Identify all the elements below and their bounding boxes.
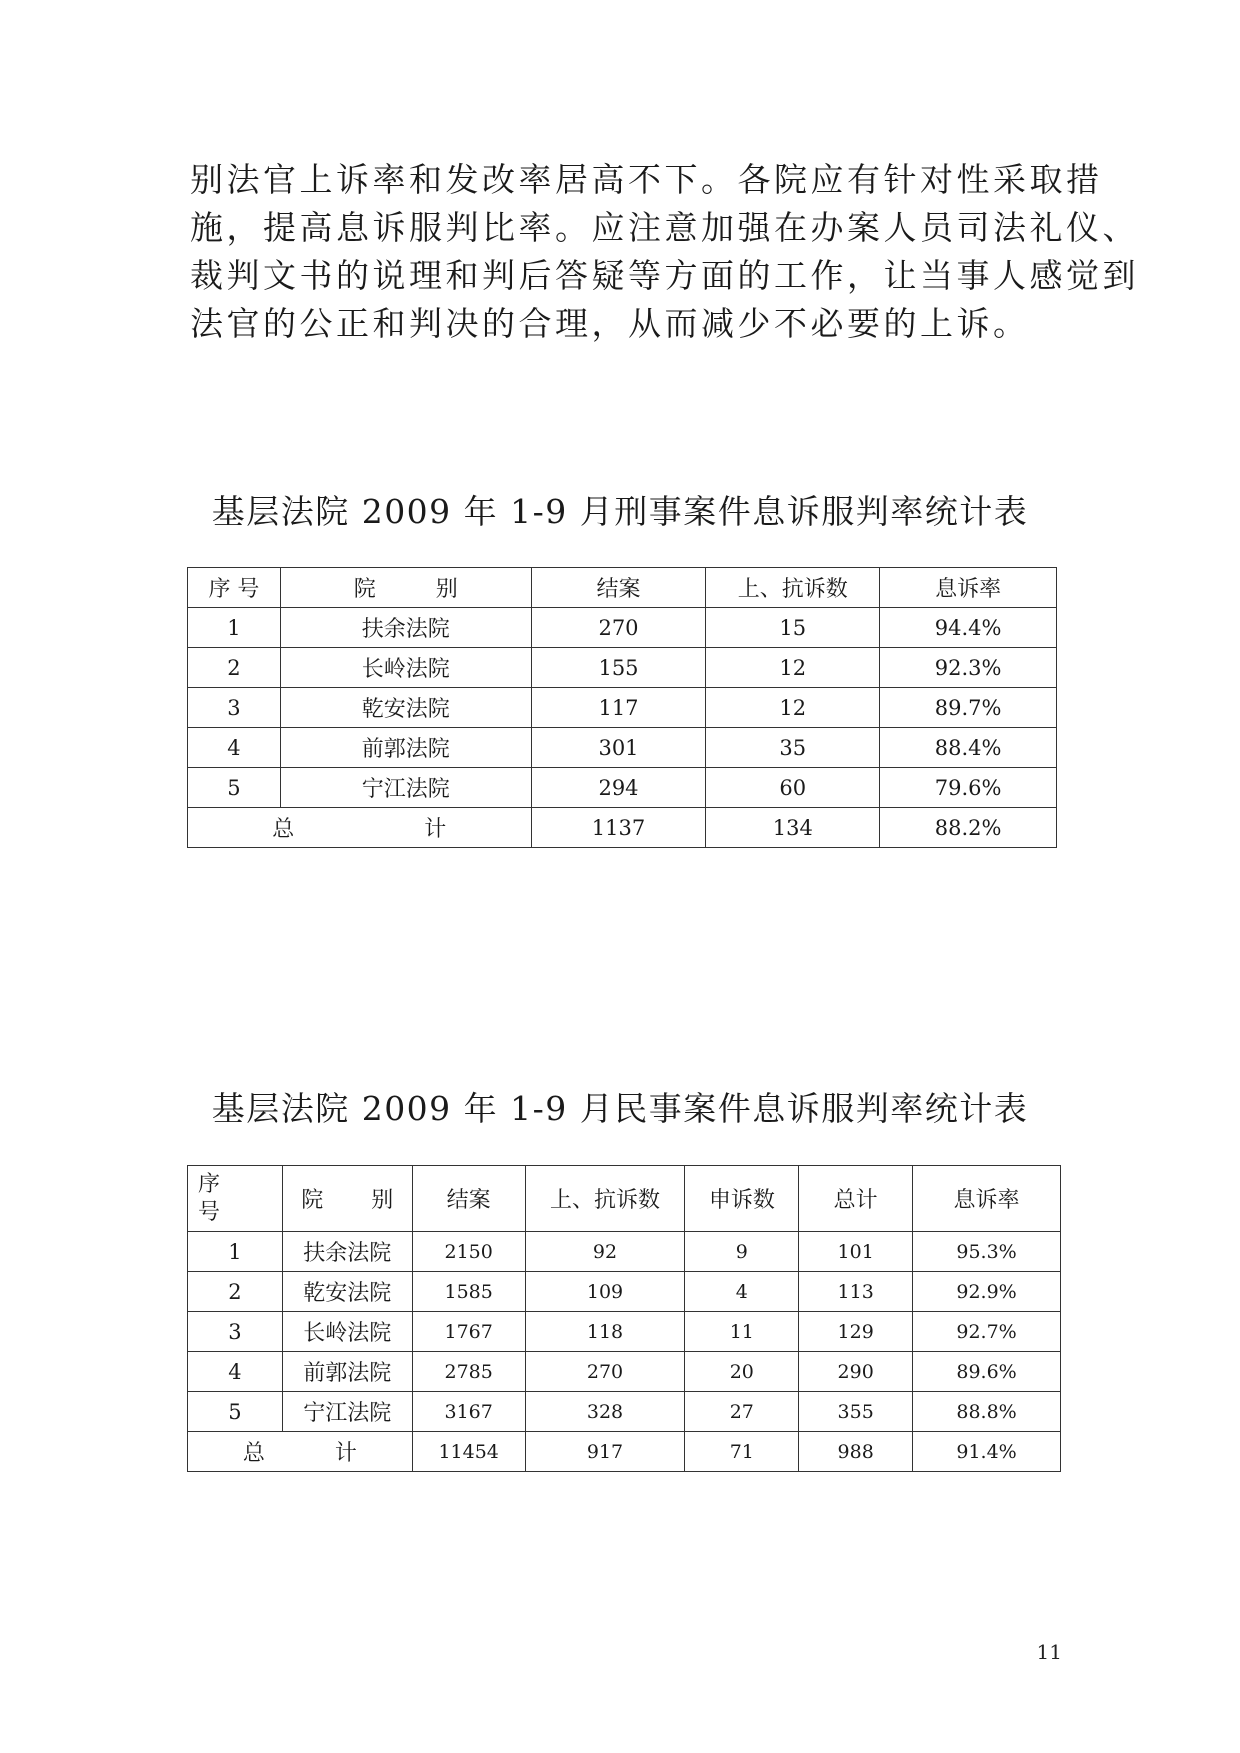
total-petitions: 71 [685,1432,799,1472]
cell-petitions: 20 [685,1352,799,1392]
cell-seq: 3 [188,1312,283,1352]
civil-table-title: 基层法院 2009 年 1-9 月民事案件息诉服判率统计表 [211,1089,1029,1128]
cell-appeals: 328 [525,1392,685,1432]
cell-closed: 294 [531,768,706,808]
cell-court: 宁江法院 [280,768,531,808]
total-label-part: 总 [272,817,295,842]
table-header-row [188,568,1057,608]
cell-appeals: 12 [706,648,880,688]
cell-appeals: 15 [706,608,880,648]
cell-seq: 4 [188,1352,283,1392]
cell-court: 长岭法院 [280,648,531,688]
table-row [188,728,1057,768]
cell-rate: 88.4% [880,728,1057,768]
cell-court: 前郭法院 [282,1352,412,1392]
cell-closed: 270 [531,608,706,648]
cell-court: 扶余法院 [280,608,531,648]
cell-court: 长岭法院 [282,1312,412,1352]
header-seq [188,1166,283,1232]
cell-sum: 101 [799,1232,913,1272]
cell-seq: 5 [188,768,281,808]
header-court-part: 别 [435,577,458,602]
header-seq-part: 序 [198,1171,221,1197]
header-closed: 结案 [531,568,706,608]
cell-sum: 129 [799,1312,913,1352]
header-seq-part: 号 [198,1199,221,1225]
header-court-part: 别 [371,1188,394,1213]
body-paragraph [190,156,1139,348]
cell-rate: 92.7% [913,1312,1061,1352]
cell-closed: 155 [531,648,706,688]
total-closed: 11454 [412,1432,525,1472]
total-label [188,808,532,848]
table-total-row [188,1432,1061,1472]
header-court-part: 院 [301,1188,324,1213]
cell-closed: 1585 [412,1272,525,1312]
paragraph-line: 裁判文书的说理和判后答疑等方面的工作，让当事人感觉到 [190,256,1139,295]
cell-rate: 89.7% [880,688,1057,728]
cell-court: 扶余法院 [282,1232,412,1272]
cell-seq: 2 [188,648,281,688]
cell-seq: 1 [188,1232,283,1272]
cell-appeals: 118 [525,1312,685,1352]
header-seq: 序 号 [188,568,281,608]
table-row [188,648,1057,688]
header-appeals: 上、抗诉数 [706,568,880,608]
cell-closed: 117 [531,688,706,728]
cell-petitions: 11 [685,1312,799,1352]
table-row [188,1312,1061,1352]
cell-petitions: 9 [685,1232,799,1272]
header-rate: 息诉率 [913,1166,1061,1232]
cell-court: 乾安法院 [280,688,531,728]
table-row [188,1392,1061,1432]
cell-rate: 92.9% [913,1272,1061,1312]
total-rate: 91.4% [913,1432,1061,1472]
header-rate: 息诉率 [880,568,1057,608]
table-row [188,768,1057,808]
cell-appeals: 270 [525,1352,685,1392]
cell-closed: 3167 [412,1392,525,1432]
total-sum: 988 [799,1432,913,1472]
total-label [188,1432,413,1472]
cell-appeals: 12 [706,688,880,728]
total-appeals: 134 [706,808,880,848]
total-closed: 1137 [531,808,706,848]
header-appeals: 上、抗诉数 [525,1166,685,1232]
total-label-part: 计 [424,817,447,842]
paragraph-line: 施，提高息诉服判比率。应注意加强在办案人员司法礼仪、 [190,208,1139,247]
paragraph-line: 别法官上诉率和发改率居高不下。各院应有针对性采取措 [190,160,1103,199]
total-label-part: 总 [242,1441,265,1466]
cell-petitions: 4 [685,1272,799,1312]
cell-rate: 92.3% [880,648,1057,688]
civil-stats-table [187,1165,1061,1472]
cell-closed: 1767 [412,1312,525,1352]
cell-appeals: 35 [706,728,880,768]
header-court [280,568,531,608]
cell-appeals: 92 [525,1232,685,1272]
cell-court: 乾安法院 [282,1272,412,1312]
cell-sum: 113 [799,1272,913,1312]
cell-court: 前郭法院 [280,728,531,768]
cell-closed: 2785 [412,1352,525,1392]
page-number: 11 [1036,1640,1062,1664]
table-row [188,1352,1061,1392]
header-petitions: 申诉数 [685,1166,799,1232]
criminal-stats-table [187,567,1057,848]
cell-rate: 95.3% [913,1232,1061,1272]
header-court [282,1166,412,1232]
table-header-row [188,1166,1061,1232]
cell-seq: 3 [188,688,281,728]
total-rate: 88.2% [880,808,1057,848]
cell-court: 宁江法院 [282,1392,412,1432]
cell-sum: 355 [799,1392,913,1432]
header-sum: 总计 [799,1166,913,1232]
cell-rate: 94.4% [880,608,1057,648]
cell-appeals: 60 [706,768,880,808]
table-row [188,1232,1061,1272]
cell-sum: 290 [799,1352,913,1392]
table-row [188,688,1057,728]
paragraph-line: 法官的公正和判决的合理，从而减少不必要的上诉。 [190,304,1030,343]
table-row [188,1272,1061,1312]
cell-seq: 5 [188,1392,283,1432]
table-row [188,608,1057,648]
cell-closed: 301 [531,728,706,768]
header-court-part: 院 [353,577,376,602]
cell-seq: 4 [188,728,281,768]
total-label-part: 计 [334,1441,357,1466]
total-appeals: 917 [525,1432,685,1472]
cell-rate: 89.6% [913,1352,1061,1392]
cell-appeals: 109 [525,1272,685,1312]
criminal-table-title: 基层法院 2009 年 1-9 月刑事案件息诉服判率统计表 [211,492,1029,531]
cell-petitions: 27 [685,1392,799,1432]
table-total-row [188,808,1057,848]
header-closed: 结案 [412,1166,525,1232]
cell-seq: 2 [188,1272,283,1312]
cell-rate: 79.6% [880,768,1057,808]
cell-seq: 1 [188,608,281,648]
cell-closed: 2150 [412,1232,525,1272]
cell-rate: 88.8% [913,1392,1061,1432]
